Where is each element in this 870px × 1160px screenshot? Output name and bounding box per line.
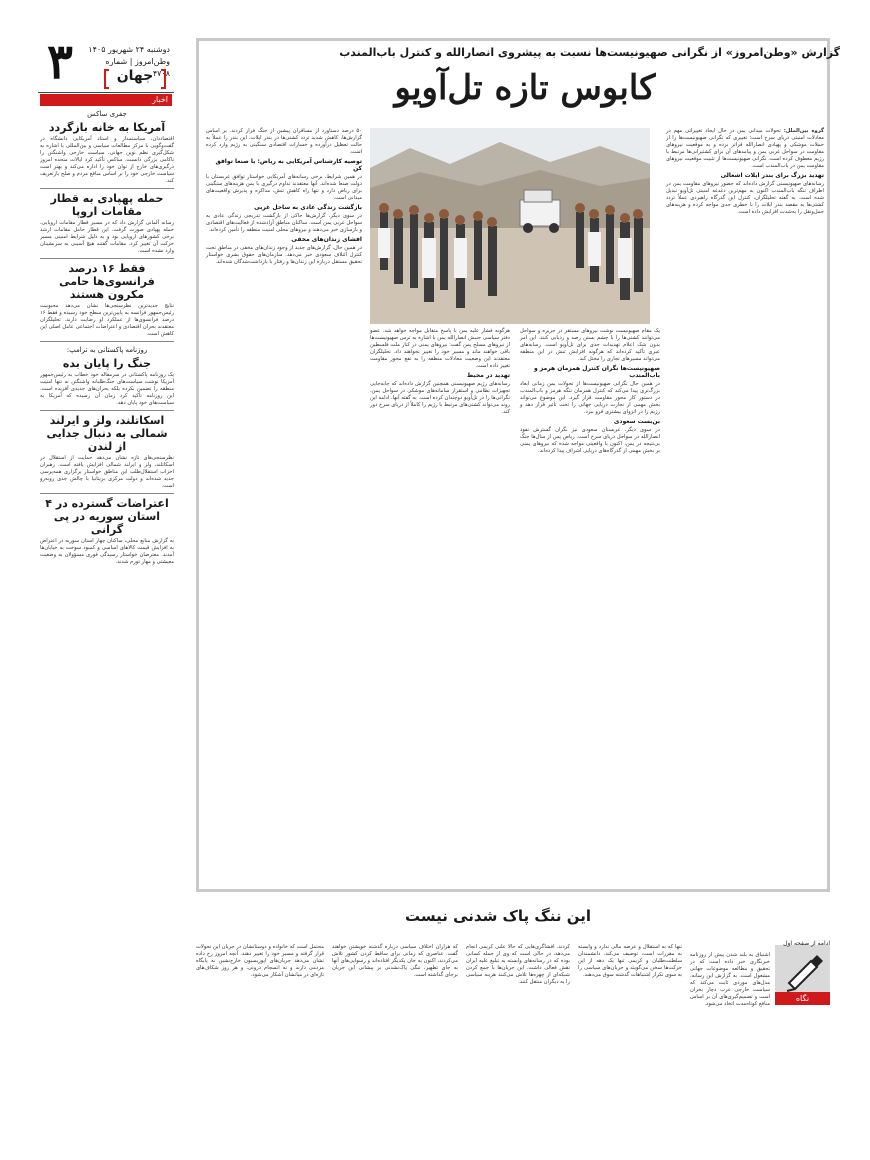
article-column-4	[206, 128, 362, 882]
bottom-column-4	[332, 944, 458, 1148]
article-text	[666, 128, 824, 170]
bottom-column-1	[690, 952, 770, 1148]
bottom-column-5	[196, 944, 324, 1148]
bottom-column-2	[578, 944, 682, 1148]
article-text: در همین حال نگرانی صهیونیست‌ها از تحولات یمن زمانی ابعاد بزرگ‌تری پیدا می‌کند که کنترل همزمان تنگه هرمز و باب‌المندب در دستور کار محور مقاومت قرار گیرد. این موضوع می‌تواند بخش مهمی از تجارت دریایی جهانی را تحت تأثیر قرار دهد و رژیم را در انزوای بیشتری فرو ببرد.	[520, 381, 660, 415]
author-label: نگاه	[775, 992, 830, 1005]
bottom-text: تنها که به استقلال و عرضه مالی ندارد و وابسته به مقررات است، توصیف می‌کند. دانشمندان سلطنت‌طلبان و کریمی تنها یک دهه از این حرکت‌ها سخن می‌گویند و جریان‌های سیاسی را به سوی تکرار اشتباهات گذشته سوق می‌دهند.	[578, 944, 682, 978]
article-text: رسانه‌های صهیونیستی گزارش داده‌اند که حضور نیروهای مقاومت یمن در اطراف تنگه باب‌المندب اکنون به مهم‌ترین دغدغه امنیتی تل‌آویو تبدیل شده است. به گفته تحلیلگران، کنترل این گذرگاه راهبردی عملاً تردد کشتی‌ها به مقصد بندر ایلات را با خطری جدی مواجه کرده و هزینه‌های حمل‌ونقل را به‌شدت افزایش داده است.	[666, 181, 824, 215]
section-title: جهان	[104, 68, 166, 84]
brief-body: اقتصاددان، سیاستمدار و استاد آمریکایی دانشگاه در گفت‌وگویی با مرکز مطالعات سیاسی و بین‌المللی با اشاره به شکل‌گیری نظم نوین جهانی، سیاست خارجی واشنگتن را ناکامی بزرگی دانست. ساکس تأکید کرد ایالات متحده امروز درگیری‌های خارج از توان خود را اداره می‌کند و بهتر است سیاست خارجی خود را بر اساس منافع مردم و صلح بازتعریف کند.	[40, 136, 174, 184]
brief-body: رسانه آلمانی گزارش داد که در مسیر قطار مقامات اروپایی، حمله پهپادی صورت گرفت. این قطار حامل مقامات ارشد برخی کشورهای اروپایی بود و به دلیل شرایط امنیتی مسیر حرکت آن تغییر کرد. مقامات گفتند هیچ آسیبی به سرنشینان وارد نشده است.	[40, 220, 174, 254]
article-text: در سوی دیگر، عربستان سعودی نیز نگران گسترش نفوذ انصارالله در سواحل دریای سرخ است. ریاض پس از سال‌ها جنگ بی‌نتیجه در یمن، اکنون با واقعیتی مواجه شده که نیروهای یمنی بر بخش مهمی از گذرگاه‌های دریایی اشراف پیدا کرده‌اند.	[520, 427, 660, 454]
article-text: یک مقام صهیونیست نوشت نیروهای مستقر در جزیره و سواحل می‌توانند کشتی‌ها را با چشم بستن رصد و ردیابی کنند. این امر بدون شک اعلام تهدیدات جدی برای تل‌آویو است. رسانه‌های عبری تأکید کرده‌اند که هرگونه افزایش تنش در این منطقه می‌تواند مسیرهای تجاری را مختل کند.	[520, 328, 660, 362]
brief-body: یک روزنامه پاکستانی در سرمقاله خود خطاب به رئیس‌جمهور آمریکا نوشت سیاست‌های جنگ‌طلبانه واشنگتن نه تنها امنیت منطقه را تضمین نکرده بلکه بحران‌های جدیدی آفریده است. این روزنامه تأکید کرد زمان آن رسیده که آمریکا به سیاست‌های خود پایان دهد.	[40, 372, 174, 406]
brief-title: فقط ۱۶ درصد فرانسوی‌ها حامی مکرون هستند	[59, 262, 155, 301]
issue-number: وطن‌امروز | شماره ۴۷۰۸	[105, 57, 170, 78]
bottom-text: کردند. افشاگری‌هایی که حالا علنی کریمی انجام می‌دهد، در حالی است که وی از جمله کسانی بوده که در رسانه‌های وابسته به تبلیغ علیه ایران نقش فعالی داشت. این جریان‌ها با جمع کردن شبکه‌ای از چهره‌ها تلاش می‌کنند هزینه سیاسی را به دیگران منتقل کنند.	[466, 944, 570, 985]
article-subhead: بازگشت زندگی عادی به ساحل غربی	[254, 204, 362, 211]
article-text: در همین حال، گزارش‌های جدید از وجود زندان‌های مخفی در مناطق تحت کنترل ائتلاف سعودی خبر می‌دهد. سازمان‌های حقوق بشری خواستار تحقیق مستقل درباره این زندان‌ها و رفتار با بازداشت‌شدگان شده‌اند.	[206, 245, 362, 265]
divider	[40, 341, 174, 342]
brief	[40, 192, 174, 255]
brief	[40, 414, 174, 490]
brief	[40, 262, 174, 338]
article-text: ۵۰ درصد دستاورد از مسافران پیشین از جنگ فرار کردند. بر اساس گزارش‌ها، کاهش شدید تردد کشتی‌ها در بندر ایلات، این بندر را عملاً به حالت تعطیل درآورده و خسارات اقتصادی سنگینی به رژیم وارد کرده است.	[206, 128, 362, 155]
bottom-text: اشتیاق به بلند شدن پیش از روزنامه خبرنگاری خبر داده است که در تحقیق و مطالعه موضوعات جهانی مشغول است. به گزارش این رسانه، مدل‌های موردی ثابت می‌کند که سیاست خارجی غرب دچار بحران است و تصمیم‌گیری‌های آن بر اساس منافع کوتاه‌مدت اتخاذ می‌شود.	[690, 952, 770, 1007]
article-text-body: تحولات میدانی یمن در حال ایجاد تغییراتی مهم در معادلات امنیتی دریای سرخ است؛ تغییری که نگرانی صهیونیست‌ها را از حملات موشکی و پهپادی انصارالله فراتر برده و به موقعیت نیروهای مقاومت در سواحل غربی یمن و پیامدهای آن برای کشتیرانی‌ها مرتبط با رژیم معطوف کرده است. نگرانی صهیونیست‌ها از تثبیت موقعیت نیروهای مقاومت یمن در باب‌المندب است.	[666, 128, 824, 169]
article-subhead: تهدید بزرگ برای بندر ایلات اشغالی	[720, 172, 824, 179]
issue-date: دوشنبه ۲۴ شهریور ۱۴۰۵	[88, 45, 170, 54]
article-kicker: گزارش «وطن‌امروز» از نگرانی صهیونیست‌ها نسبت به پیشروی انصارالله و کنترل باب‌المندب	[339, 46, 840, 59]
brief	[40, 497, 174, 566]
continued-note: ادامه از صفحه اول	[783, 940, 830, 947]
brief-supertitle: روزنامه پاکستانی به ترامپ:	[66, 346, 148, 354]
article-subhead: صهیونیست‌ها نگران کنترل همزمان هرمز و باب‌المندب	[533, 365, 660, 379]
article-subhead: افشای زندان‌های مخفی	[291, 236, 362, 243]
brief-title: اسکاتلند، ولز و ایرلند شمالی به دنبال جدایی از لندن	[46, 414, 168, 453]
article-text: در همین شرایط، برخی رسانه‌های آمریکایی خواستار توافق عربستان با دولت صنعا شده‌اند. آنها معتقدند تداوم درگیری با یمن هزینه‌های سنگینی برای ریاض دارد و تنها راه کاهش تنش، مذاکره و پذیرش واقعیت‌های میدانی است.	[206, 174, 362, 201]
brief-title: اعتراضات گسترده در ۴ استان سوریه در پی گرانی	[45, 497, 169, 536]
article-subhead: توصیه کارشناس آمریکایی به ریاض: با صنعا توافق کن	[215, 158, 362, 172]
brief-body: به گزارش منابع محلی، ساکنان چهار استان سوریه در اعتراض به افزایش قیمت کالاهای اساسی و کمبود سوخت به خیابان‌ها آمدند. معترضان خواستار رسیدگی فوری مسؤولان به وضعیت معیشتی و مهار تورم شدند.	[40, 538, 174, 565]
brief	[40, 110, 174, 185]
brief-byline: جفری ساکس	[87, 110, 127, 118]
brief-body: نظرسنجی‌های تازه نشان می‌دهد حمایت از استقلال در اسکاتلند، ولز و ایرلند شمالی افزایش یافته است. رهبران احزاب استقلال‌طلب این مناطق خواستار برگزاری همه‌پرسی جدید شده‌اند و دولت مرکزی بریتانیا با چالش جدی روبه‌رو است.	[40, 455, 174, 489]
divider	[40, 410, 174, 411]
bottom-text: محتمل است که خانواده و دوستانشان در جریان این تحولات قرار گرفته و مسیر خود را تغییر دهند. آنچه امروز رخ داده نشان می‌دهد جریان‌های اپوزیسیون خارج‌نشین نه پایگاه مردمی دارند و نه انسجام درونی، و هر روز شکاف‌های تازه‌ای در میانشان آشکار می‌شود.	[196, 944, 324, 978]
pen-nib-icon	[775, 945, 830, 995]
brief	[40, 346, 174, 407]
article-column-1	[666, 128, 824, 882]
bottom-text: که هزاران اختلاف سیاسی درباره گذشته خویشتن خواهند گفت. عناصری که زمانی برای ساقط کردن کشور تلاش می‌کردند، اکنون به جان یکدیگر افتاده‌اند و رسوایی‌های آنها به جای تطهیر، ننگی پاک‌نشدنی بر پیشانی این جریان برجای گذاشته است.	[332, 944, 458, 978]
lead-label: گروه بین‌الملل:	[783, 128, 824, 134]
news-tag: اخبار	[40, 94, 172, 106]
article-column-2	[520, 328, 660, 882]
photo-illustration	[370, 128, 650, 324]
brief-body: نتایج جدیدترین نظرسنجی‌ها نشان می‌دهد محبوبیت رئیس‌جمهور فرانسه به پایین‌ترین سطح خود رسیده و فقط ۱۶ درصد فرانسوی‌ها از عملکرد او رضایت دارند. تحلیلگران معتقدند بحران اقتصادی و اعتراضات اجتماعی عامل اصلی این کاهش است.	[40, 303, 174, 337]
brief-title: حمله پهپادی به قطار مقامات اروپا	[50, 192, 164, 218]
article-subhead: تهدید در محیط	[466, 372, 510, 379]
briefs-column	[40, 108, 174, 1148]
divider	[40, 188, 174, 189]
article-subhead: بن‌بست سعودی	[613, 418, 660, 425]
header-rule	[38, 92, 174, 93]
article-text: در سوی دیگر، گزارش‌ها حاکی از بازگشت تدریجی زندگی عادی به سواحل غربی یمن است. ساکنان مناطق آزادشده از فعالیت‌های اقتصادی و بازسازی خبر می‌دهند و نیروهای محلی امنیت منطقه را تأمین کرده‌اند.	[206, 213, 362, 233]
bottom-headline: این ننگ پاک شدنی نیست	[404, 907, 592, 925]
divider	[40, 258, 174, 259]
page-number: ۳	[47, 34, 73, 90]
brief-title: آمریکا به خانه بازگردد	[48, 121, 166, 134]
brief-title: جنگ را پایان بده	[62, 357, 152, 370]
article-text: رسانه‌های رژیم صهیونیستی همچنین گزارش داده‌اند که جابه‌جایی تجهیزات نظامی و استقرار سامانه‌های موشکی در سواحل یمن، نگرانی‌ها را در تل‌آویو دوچندان کرده است. به گفته آنها، ادامه این روند می‌تواند کشتی‌های مرتبط با رژیم را کاملاً از دریای سرخ دور کند.	[370, 381, 510, 415]
article-headline: کابوس تازه تل‌آویو	[394, 68, 656, 108]
article-text: هرگونه فشار علیه یمن با پاسخ متقابل مواجه خواهد شد. عضو دفتر سیاسی جنبش انصارالله یمن با اشاره به ترس صهیونیست‌ها از نیروهای مسلح یمن گفت: نیروهای یمنی در کنار ملت فلسطین باقی خواهند ماند و مسیر خود را تغییر نخواهند داد. تحلیلگران معتقدند این وضعیت معادلات منطقه را به نفع محور مقاومت تغییر داده است.	[370, 328, 510, 369]
article-photo	[370, 128, 650, 324]
article-column-3	[370, 328, 510, 882]
divider	[40, 493, 174, 494]
bottom-column-3	[466, 944, 570, 1148]
